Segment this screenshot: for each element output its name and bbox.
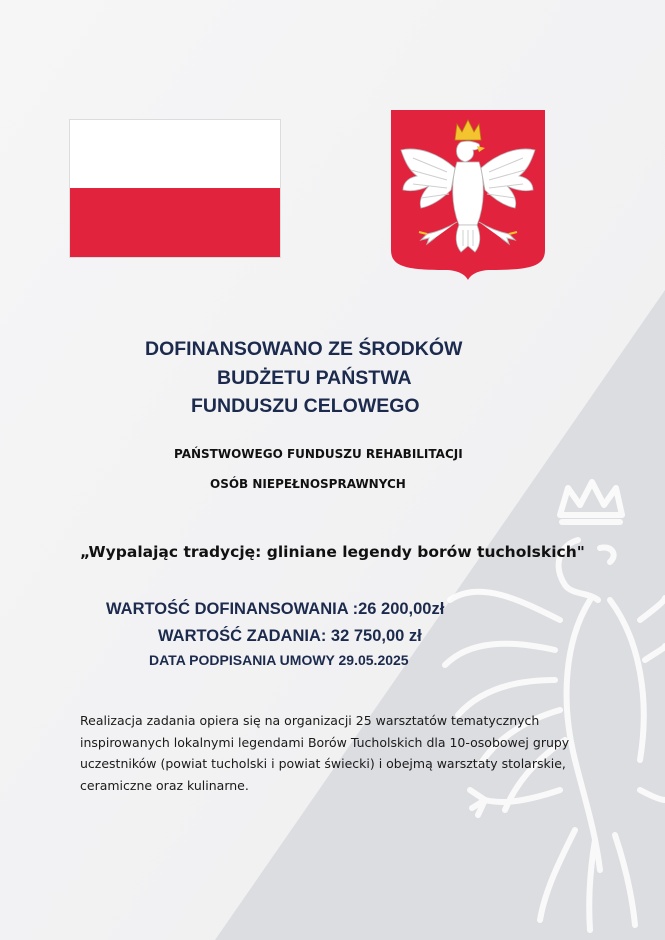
flag-white-stripe: [70, 120, 280, 188]
heading-line-1: DOFINANSOWANO ZE ŚRODKÓW: [145, 338, 463, 360]
flag-red-stripe: [70, 188, 280, 257]
task-value: WARTOŚĆ ZADANIA: 32 750,00 zł: [158, 627, 422, 645]
heading-line-2: BUDŻETU PAŃSTWA: [217, 367, 412, 389]
project-description: Realizacja zadania opiera się na organizacji 25 warsztatów tematycznych inspirowanych lokalnymi legendami Borów Tucholskich dla 10-osobowej grupy uczestników (powiat tucholski i powiat świecki) i obejmą warsztaty stolarskie, ceramiczne oraz kulinarne.: [80, 713, 570, 793]
signing-date: DATA PODPISANIA UMOWY 29.05.2025: [149, 652, 409, 668]
heading-line-3: FUNDUSZU CELOWEGO: [191, 395, 420, 417]
polish-flag-icon: [70, 120, 280, 257]
project-title: „Wypalając tradycję: gliniane legendy borów tucholskich": [80, 543, 585, 561]
fund-name-line-2: OSÓB NIEPEŁNOSPRAWNYCH: [210, 477, 406, 491]
white-eagle-emblem-icon: [391, 110, 545, 280]
fund-name-line-1: PAŃSTWOWEGO FUNDUSZU REHABILITACJI: [174, 447, 463, 461]
cofinancing-value: WARTOŚĆ DOFINANSOWANIA :26 200,00zł: [106, 600, 445, 618]
